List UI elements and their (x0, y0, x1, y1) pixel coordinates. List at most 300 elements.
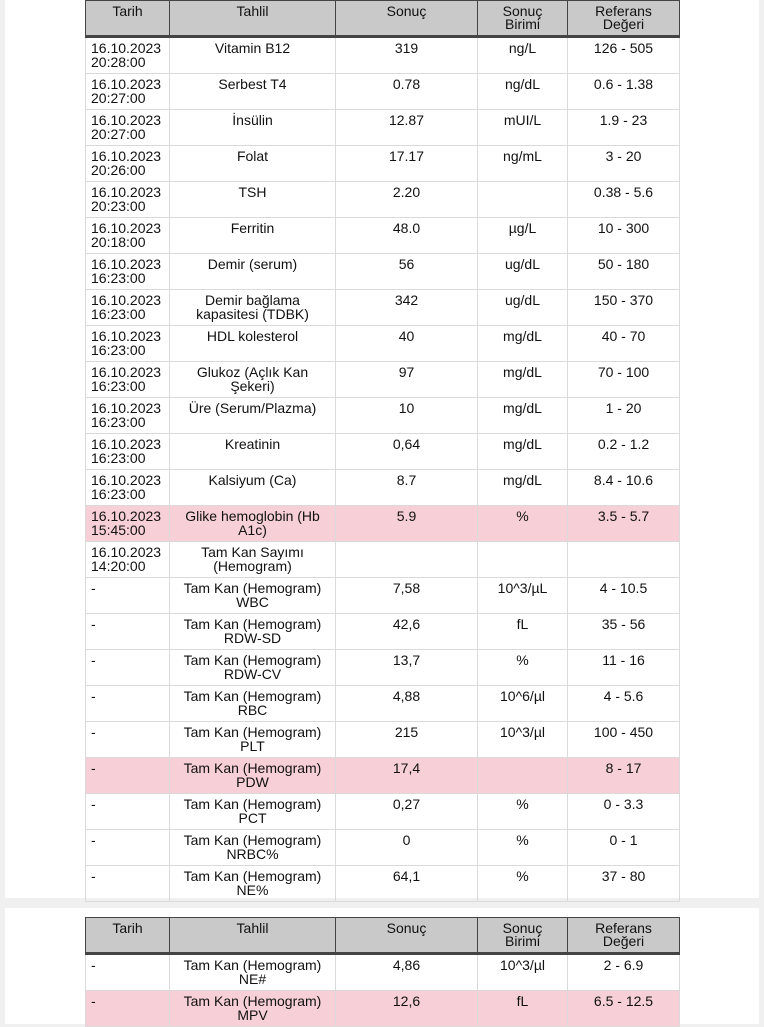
table-row (86, 362, 680, 398)
cell-reference (568, 722, 680, 758)
cell-reference (568, 686, 680, 722)
unit-value: % (516, 868, 529, 884)
result-value: 40 (398, 328, 415, 344)
header-unit: Sonuç Birimi (478, 918, 568, 954)
cell-reference (568, 290, 680, 326)
test-name-line: TSH (238, 184, 267, 200)
table-row (86, 218, 680, 254)
table-body (86, 37, 680, 902)
test-name-line: Tam Kan (Hemogram) (183, 724, 322, 740)
test-name-line-2: RDW-CV (223, 666, 282, 682)
test-name-line: Ferritin (230, 220, 275, 236)
unit-value: % (516, 652, 529, 668)
header-result: Sonuç (336, 1, 478, 37)
test-name-line: Demir bağlama (205, 292, 300, 308)
table-row (86, 434, 680, 470)
cell-result (336, 290, 478, 326)
table-row (86, 758, 680, 794)
cell-unit (478, 542, 568, 578)
cell-unit (478, 398, 568, 434)
test-name-line-2: Şekeri) (230, 378, 275, 394)
cell-reference (568, 74, 680, 110)
date-line: - (91, 652, 96, 668)
cell-result (336, 110, 478, 146)
cell-unit (478, 434, 568, 470)
cell-unit (478, 362, 568, 398)
cell-reference (568, 830, 680, 866)
reference-range: 6.5 - 12.5 (593, 993, 654, 1009)
table-row (86, 722, 680, 758)
cell-reference (568, 794, 680, 830)
table-row (86, 182, 680, 218)
cell-date (86, 578, 170, 614)
cell-test (170, 74, 336, 110)
cell-date (86, 470, 170, 506)
table-row (86, 614, 680, 650)
cell-date (86, 991, 170, 1027)
test-name-line-2: A1c) (238, 522, 267, 538)
cell-test (170, 614, 336, 650)
cell-unit (478, 830, 568, 866)
cell-date (86, 614, 170, 650)
unit-value: % (516, 796, 529, 812)
date-line: 16.10.2023 (91, 364, 162, 380)
report-page-1 (5, 0, 759, 898)
test-name-line: Tam Kan (Hemogram) (183, 832, 322, 848)
date-line: 16.10.2023 (91, 220, 162, 236)
cell-unit (478, 254, 568, 290)
cell-result (336, 506, 478, 542)
table-row (86, 578, 680, 614)
test-name-line: Tam Kan (Hemogram) (183, 760, 322, 776)
unit-value: ng/L (508, 40, 537, 56)
cell-test (170, 686, 336, 722)
cell-date (86, 758, 170, 794)
cell-unit (478, 686, 568, 722)
test-name-line: Vitamin B12 (214, 40, 291, 56)
unit-value: µg/L (508, 220, 537, 236)
cell-test (170, 866, 336, 902)
reference-range: 35 - 56 (601, 616, 646, 632)
result-value: 10 (398, 400, 415, 416)
table-row (86, 110, 680, 146)
cell-result (336, 542, 478, 578)
result-value: 0,27 (392, 796, 421, 812)
test-name-line-2: WBC (236, 594, 269, 610)
test-name-line-2: RDW-SD (223, 630, 282, 646)
reference-range: 100 - 450 (593, 724, 654, 740)
cell-test (170, 434, 336, 470)
test-name-line: Tam Kan (Hemogram) (183, 796, 322, 812)
reference-range: 8 - 17 (605, 760, 642, 776)
cell-result (336, 74, 478, 110)
header-test: Tahlil (170, 918, 336, 954)
cell-unit (478, 758, 568, 794)
header-reference: Referans Değeri (568, 1, 680, 37)
cell-test (170, 506, 336, 542)
unit-value: 10^6/µl (500, 688, 545, 704)
unit-value: fL (516, 993, 529, 1009)
time-line: 16:23:00 (91, 450, 146, 466)
unit-value: % (516, 832, 529, 848)
cell-result (336, 362, 478, 398)
cell-date (86, 218, 170, 254)
test-name-line-2: RBC (237, 702, 268, 718)
cell-reference (568, 506, 680, 542)
cell-result (336, 470, 478, 506)
test-name-line: Tam Kan (Hemogram) (183, 993, 322, 1009)
result-value: 8.7 (396, 472, 417, 488)
result-value: 97 (398, 364, 415, 380)
cell-test (170, 37, 336, 74)
date-line: 16.10.2023 (91, 544, 162, 560)
test-name-line: Tam Kan (Hemogram) (183, 957, 322, 973)
result-value: 319 (394, 40, 419, 56)
test-name-line-2: NE% (236, 882, 269, 898)
cell-reference (568, 578, 680, 614)
cell-unit (478, 650, 568, 686)
cell-date (86, 362, 170, 398)
date-line: 16.10.2023 (91, 436, 162, 452)
cell-result (336, 866, 478, 902)
cell-test (170, 290, 336, 326)
table-row (86, 254, 680, 290)
time-line: 20:18:00 (91, 234, 146, 250)
date-line: 16.10.2023 (91, 256, 162, 272)
date-line: - (91, 957, 96, 973)
time-line: 14:20:00 (91, 558, 146, 574)
cell-unit (478, 614, 568, 650)
time-line: 20:27:00 (91, 90, 146, 106)
cell-unit (478, 866, 568, 902)
cell-reference (568, 991, 680, 1027)
report-page-2 (5, 908, 759, 1024)
result-value: 17,4 (392, 760, 421, 776)
cell-test (170, 218, 336, 254)
cell-date (86, 398, 170, 434)
test-name-line-2: NRBC% (226, 846, 279, 862)
cell-result (336, 830, 478, 866)
reference-range: 1 - 20 (605, 400, 642, 416)
cell-unit (478, 506, 568, 542)
reference-range: 8.4 - 10.6 (593, 472, 654, 488)
table-row (86, 470, 680, 506)
table-row (86, 326, 680, 362)
cell-result (336, 398, 478, 434)
header-test: Tahlil (170, 1, 336, 37)
date-line: 16.10.2023 (91, 472, 162, 488)
test-name-line: İnsülin (232, 112, 273, 128)
reference-range: 0 - 1 (609, 832, 638, 848)
test-name-line-2: MPV (237, 1007, 268, 1023)
cell-unit (478, 954, 568, 991)
cell-result (336, 722, 478, 758)
cell-result (336, 794, 478, 830)
cell-test (170, 470, 336, 506)
cell-test (170, 110, 336, 146)
reference-range: 4 - 5.6 (603, 688, 644, 704)
cell-reference (568, 362, 680, 398)
cell-test (170, 254, 336, 290)
cell-unit (478, 37, 568, 74)
table-row (86, 954, 680, 991)
table-header-row (86, 918, 680, 954)
table-header-row (86, 1, 680, 37)
date-line: - (91, 580, 96, 596)
test-name-line: Demir (serum) (207, 256, 298, 272)
lab-results-table (85, 0, 680, 902)
cell-test (170, 326, 336, 362)
cell-result (336, 686, 478, 722)
cell-test (170, 954, 336, 991)
date-line: 16.10.2023 (91, 76, 162, 92)
cell-result (336, 991, 478, 1027)
cell-reference (568, 398, 680, 434)
reference-range: 50 - 180 (597, 256, 650, 272)
reference-range: 40 - 70 (601, 328, 646, 344)
reference-range: 0.6 - 1.38 (593, 76, 654, 92)
result-value: 12,6 (392, 993, 421, 1009)
cell-date (86, 650, 170, 686)
test-name-line: HDL kolesterol (206, 328, 299, 344)
cell-test (170, 722, 336, 758)
unit-value: mg/dL (503, 472, 542, 488)
reference-range: 37 - 80 (601, 868, 646, 884)
cell-unit (478, 110, 568, 146)
unit-value: ng/mL (503, 148, 542, 164)
time-line: 16:23:00 (91, 306, 146, 322)
date-line: - (91, 832, 96, 848)
unit-value: mg/dL (503, 400, 542, 416)
cell-unit (478, 326, 568, 362)
reference-range: 0.2 - 1.2 (597, 436, 650, 452)
date-line: 16.10.2023 (91, 112, 162, 128)
cell-reference (568, 146, 680, 182)
unit-value: 10^3/µl (500, 957, 545, 973)
table-row (86, 506, 680, 542)
cell-reference (568, 434, 680, 470)
result-value: 13,7 (392, 652, 421, 668)
cell-date (86, 686, 170, 722)
table-row (86, 542, 680, 578)
cell-test (170, 794, 336, 830)
cell-reference (568, 614, 680, 650)
date-line: 16.10.2023 (91, 40, 162, 56)
header-date: Tarih (86, 1, 170, 37)
unit-value: ug/dL (504, 292, 541, 308)
cell-date (86, 146, 170, 182)
cell-date (86, 542, 170, 578)
time-line: 15:45:00 (91, 522, 146, 538)
table-row (86, 290, 680, 326)
cell-unit (478, 218, 568, 254)
reference-range: 0.38 - 5.6 (593, 184, 654, 200)
cell-reference (568, 758, 680, 794)
table-row (86, 74, 680, 110)
cell-date (86, 182, 170, 218)
unit-value: mUI/L (503, 112, 542, 128)
reference-range: 2 - 6.9 (603, 957, 644, 973)
cell-reference (568, 954, 680, 991)
cell-result (336, 254, 478, 290)
header-unit: Sonuç Birimi (478, 1, 568, 37)
cell-test (170, 650, 336, 686)
result-value: 64,1 (392, 868, 421, 884)
test-name-line-2: PDW (236, 774, 269, 790)
reference-range: 150 - 370 (593, 292, 654, 308)
test-name-line-2: kapasitesi (TDBK) (196, 306, 309, 322)
cell-result (336, 614, 478, 650)
result-value: 2.20 (392, 184, 421, 200)
cell-test (170, 758, 336, 794)
cell-reference (568, 218, 680, 254)
cell-reference (568, 37, 680, 74)
cell-reference (568, 470, 680, 506)
cell-date (86, 954, 170, 991)
unit-value: ng/dL (504, 76, 541, 92)
date-line: 16.10.2023 (91, 292, 162, 308)
cell-test (170, 362, 336, 398)
reference-range: 0 - 3.3 (603, 796, 644, 812)
result-value: 342 (394, 292, 419, 308)
cell-unit (478, 794, 568, 830)
cell-test (170, 398, 336, 434)
table-row (86, 794, 680, 830)
date-line: 16.10.2023 (91, 184, 162, 200)
date-line: - (91, 993, 96, 1009)
date-line: - (91, 868, 96, 884)
unit-value: ug/dL (504, 256, 541, 272)
date-line: - (91, 616, 96, 632)
cell-result (336, 578, 478, 614)
unit-value: % (516, 508, 529, 524)
cell-unit (478, 74, 568, 110)
table-row (86, 37, 680, 74)
test-name-line: Glike hemoglobin (Hb (185, 508, 320, 524)
reference-range: 3.5 - 5.7 (597, 508, 650, 524)
time-line: 20:28:00 (91, 54, 146, 70)
table-row (86, 146, 680, 182)
cell-date (86, 326, 170, 362)
cell-reference (568, 254, 680, 290)
table-row (86, 398, 680, 434)
reference-range: 1.9 - 23 (599, 112, 648, 128)
table-row (86, 830, 680, 866)
table-body (86, 954, 680, 1027)
cell-result (336, 954, 478, 991)
result-value: 12.87 (388, 112, 425, 128)
table-row (86, 650, 680, 686)
cell-reference (568, 326, 680, 362)
cell-reference (568, 110, 680, 146)
cell-date (86, 254, 170, 290)
cell-unit (478, 722, 568, 758)
cell-reference (568, 650, 680, 686)
reference-range: 70 - 100 (597, 364, 650, 380)
cell-date (86, 722, 170, 758)
date-line: 16.10.2023 (91, 148, 162, 164)
cell-unit (478, 470, 568, 506)
header-reference: Referans Değeri (568, 918, 680, 954)
test-name-line: Tam Kan (Hemogram) (183, 868, 322, 884)
test-name-line-2: PLT (240, 738, 265, 754)
test-name-line-2: PCT (238, 810, 267, 826)
time-line: 20:26:00 (91, 162, 146, 178)
cell-unit (478, 578, 568, 614)
cell-reference (568, 182, 680, 218)
time-line: 16:23:00 (91, 378, 146, 394)
header-date: Tarih (86, 918, 170, 954)
date-line: 16.10.2023 (91, 508, 162, 524)
cell-unit (478, 146, 568, 182)
test-name-line: Tam Kan (Hemogram) (183, 616, 322, 632)
cell-date (86, 290, 170, 326)
reference-range: 10 - 300 (597, 220, 650, 236)
unit-value: 10^3/µl (500, 724, 545, 740)
cell-date (86, 434, 170, 470)
cell-test (170, 182, 336, 218)
result-value: 42,6 (392, 616, 421, 632)
table-row (86, 866, 680, 902)
test-name-line: Kreatinin (224, 436, 281, 452)
cell-date (86, 506, 170, 542)
cell-result (336, 758, 478, 794)
reference-range: 3 - 20 (605, 148, 642, 164)
test-name-line: Tam Kan Sayımı (201, 544, 304, 560)
cell-date (86, 830, 170, 866)
cell-test (170, 991, 336, 1027)
date-line: 16.10.2023 (91, 400, 162, 416)
time-line: 20:27:00 (91, 126, 146, 142)
result-value: 48.0 (392, 220, 421, 236)
cell-unit (478, 991, 568, 1027)
test-name-line-2: (Hemogram) (213, 558, 292, 574)
date-line: - (91, 796, 96, 812)
table-row (86, 686, 680, 722)
cell-test (170, 830, 336, 866)
table-row (86, 991, 680, 1027)
result-value: 17.17 (388, 148, 425, 164)
test-name-line-2: NE# (238, 971, 267, 987)
test-name-line: Tam Kan (Hemogram) (183, 688, 322, 704)
reference-range: 126 - 505 (593, 40, 654, 56)
unit-value: fL (516, 616, 529, 632)
cell-date (86, 74, 170, 110)
unit-value: mg/dL (503, 364, 542, 380)
cell-unit (478, 182, 568, 218)
cell-date (86, 37, 170, 74)
result-value: 0.78 (392, 76, 421, 92)
cell-date (86, 866, 170, 902)
cell-result (336, 182, 478, 218)
result-value: 56 (398, 256, 415, 272)
unit-value: mg/dL (503, 328, 542, 344)
header-result: Sonuç (336, 918, 478, 954)
test-name-line: Kalsiyum (Ca) (208, 472, 297, 488)
cell-result (336, 326, 478, 362)
time-line: 16:23:00 (91, 414, 146, 430)
result-value: 0 (402, 832, 411, 848)
date-line: 16.10.2023 (91, 328, 162, 344)
cell-reference (568, 542, 680, 578)
time-line: 20:23:00 (91, 198, 146, 214)
cell-reference (568, 866, 680, 902)
reference-range: 4 - 10.5 (599, 580, 648, 596)
cell-unit (478, 290, 568, 326)
date-line: - (91, 724, 96, 740)
result-value: 4,88 (392, 688, 421, 704)
time-line: 16:23:00 (91, 342, 146, 358)
